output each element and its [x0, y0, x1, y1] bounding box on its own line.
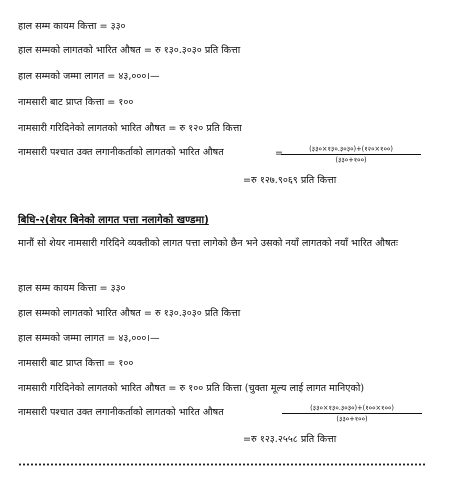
formula-fraction: [282, 404, 422, 423]
post-transfer-average-label: नामसारी पश्चात उक्त लगानीकर्ताको लागतको भारित औषत: [18, 407, 224, 418]
result-line: =रु १२७.९०६९ प्रति कित्ता: [243, 175, 337, 186]
assumption-paragraph: मानौं सो शेयर नामसारी गरिदिने व्यक्तीको लागत पत्ता लागेको छैन भने उसको नयाँ लागतको नयाँ भारित औषतः: [18, 238, 398, 249]
transfer-received-line: नामसारी बाट प्राप्त कित्ता = १००: [18, 97, 134, 108]
current-total-cost-line: हाल सम्मको जम्मा लागत = ४३,०००।—: [18, 71, 160, 82]
result-line: =रु १२३.२५५८ प्रति कित्ता: [243, 434, 337, 445]
formula-fraction: [281, 145, 421, 164]
dotted-separator: [18, 463, 426, 466]
transferor-weighted-average-line: नामसारी गरिदिनेको लागतको भारित औषत = रु १२० प्रति कित्ता: [18, 123, 242, 134]
transfer-received-line: नामसारी बाट प्राप्त कित्ता = १००: [18, 358, 134, 369]
current-holding-line: हाल सम्म कायम कित्ता = ३३०: [18, 283, 126, 294]
formula-numerator: (३३०×१३०.३०३०)+(१२०×१००): [281, 145, 421, 155]
current-weighted-average-line: हाल सम्मको लागतको भारित औषत = रु १३०.३०३० प्रति कित्ता: [18, 308, 241, 319]
equals-sign: =: [275, 148, 284, 159]
formula-denominator: (३३०+१००): [335, 156, 367, 164]
post-transfer-average-label: नामसारी पश्चात उक्त लगानीकर्ताको लागतको भारित औषत: [18, 147, 224, 158]
current-holding-line: हाल सम्म कायम कित्ता = ३३०: [18, 21, 126, 32]
formula-numerator: (३३०×१३०.३०३०)+(१००×१००): [282, 404, 422, 414]
method-2-heading: बिधि-२(शेयर बिनेको लागत पत्ता नलागेको खण्डमा): [18, 215, 209, 226]
current-weighted-average-line: हाल सम्मको लागतको भारित औषत = रु १३०.३०३० प्रति कित्ता: [18, 45, 241, 56]
formula-denominator: (३३०+१००): [336, 415, 368, 423]
transferor-weighted-average-line: नामसारी गरिदिनेको लागतको भारित औषत = रु १०० प्रति कित्ता (चुक्ता मूल्य लाई लागत मानिएको): [18, 383, 365, 394]
current-total-cost-line: हाल सम्मको जम्मा लागत = ४३,०००।—: [18, 333, 160, 344]
